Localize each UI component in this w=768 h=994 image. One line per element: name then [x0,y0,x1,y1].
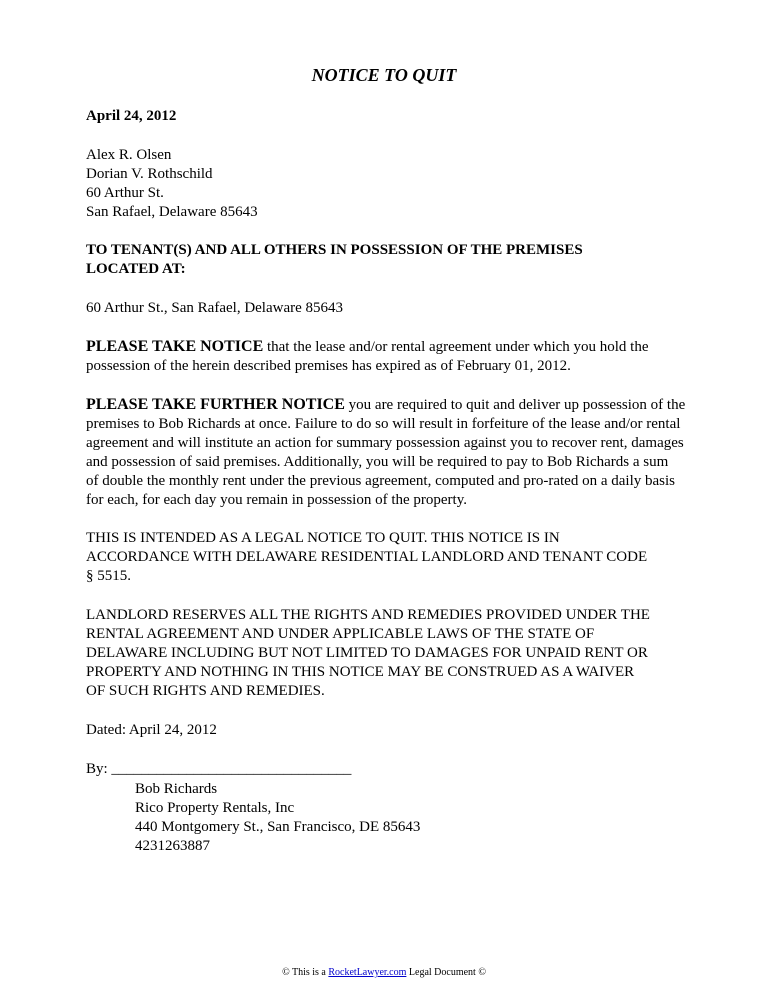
tenant-address-line: Dorian V. Rothschild [86,166,213,182]
signature-line: By: ________________________________ [86,761,352,777]
landlord-address: 440 Montgomery St., San Francisco, DE 85643 [135,819,421,835]
footer-suffix: Legal Document © [406,967,486,978]
further-notice-line: premises to Bob Richards at once. Failure to do so will result in forfeiture of the lease and/or rental [86,416,681,432]
further-notice-text: you are required to quit and deliver up possession of the [344,397,686,413]
legal-notice-line: § 5515. [86,568,131,584]
tenant-address [86,146,686,222]
legal-notice-line: ACCORDANCE WITH DELAWARE RESIDENTIAL LANDLORD AND TENANT CODE [86,549,648,565]
landlord-name: Bob Richards [135,781,218,797]
reservation-line: DELAWARE INCLUDING BUT NOT LIMITED TO DAMAGES FOR UNPAID RENT OR [86,645,648,661]
further-notice-line: agreement and will institute an action for summary possession against you to recover rent, damages [86,435,684,451]
to-tenant-heading [86,241,686,279]
landlord-phone: 4231263887 [135,838,210,854]
landlord-block [135,780,635,856]
reservation-line: RENTAL AGREEMENT AND UNDER APPLICABLE LAWS OF THE STATE OF [86,626,595,642]
tenant-address-line: 60 Arthur St. [86,185,164,201]
premises-address: 60 Arthur St., San Rafael, Delaware 85643 [86,300,344,316]
dated-line: Dated: April 24, 2012 [86,722,217,738]
legal-notice-line: THIS IS INTENDED AS A LEGAL NOTICE TO QUIT. THIS NOTICE IS IN [86,530,560,546]
reservation-line: PROPERTY AND NOTHING IN THIS NOTICE MAY BE CONSTRUED AS A WAIVER [86,664,635,680]
further-notice-line: and possession of said premises. Additionally, you will be required to pay to Bob Richards a sum [86,454,669,470]
notice-line: possession of the herein described premises has expired as of February 01, 2012. [86,358,571,374]
notice-paragraph [86,337,686,376]
tenant-address-line: San Rafael, Delaware 85643 [86,204,258,220]
further-notice-paragraph [86,395,686,510]
further-notice-lead-in: PLEASE TAKE FURTHER NOTICE [86,396,345,413]
document-title: NOTICE TO QUIT [311,65,457,85]
further-notice-line: for each, for each day you remain in possession of the property. [86,492,467,508]
reservation-line: OF SUCH RIGHTS AND REMEDIES. [86,683,325,699]
footer-prefix: © This is a [282,967,329,978]
to-tenant-heading-line: TO TENANT(S) AND ALL OTHERS IN POSSESSION OF THE PREMISES [86,242,583,258]
tenant-address-line: Alex R. Olsen [86,147,172,163]
notice-line [86,337,686,357]
footer-notice [0,966,768,980]
notice-text: that the lease and/or rental agreement under which you hold the [263,339,649,355]
rocketlawyer-link[interactable]: RocketLawyer.com [328,967,407,978]
notice-lead-in: PLEASE TAKE NOTICE [86,338,264,355]
legal-notice-paragraph [86,529,686,586]
reservation-paragraph [86,606,686,701]
reservation-line: LANDLORD RESERVES ALL THE RIGHTS AND REMEDIES PROVIDED UNDER THE [86,607,650,623]
further-notice-line: of double the monthly rent under the previous agreement, computed and pro-rated on a daily basis [86,473,675,489]
to-tenant-heading-line: LOCATED AT: [86,261,186,277]
further-notice-line [86,395,686,415]
landlord-company: Rico Property Rentals, Inc [135,800,295,816]
document-date: April 24, 2012 [86,108,177,124]
